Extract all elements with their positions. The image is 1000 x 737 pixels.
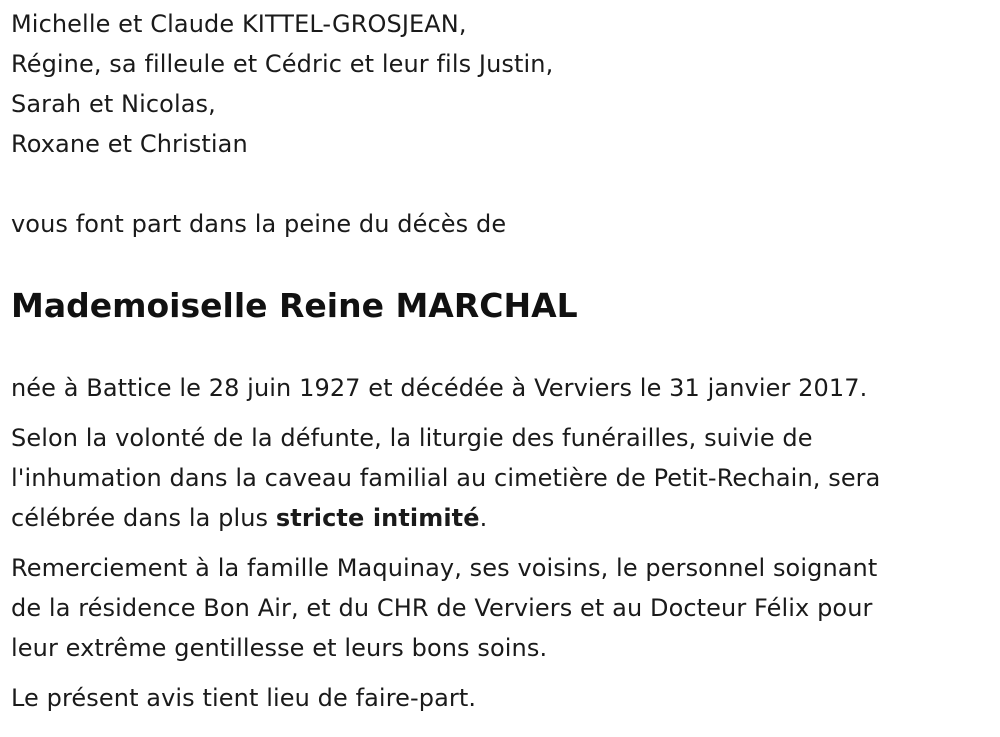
funeral-paragraph: [11, 418, 991, 538]
family-line: Sarah et Nicolas,: [11, 90, 216, 118]
thanks-line: de la résidence Bon Air, et du CHR de Verviers et au Docteur Félix pour: [11, 594, 873, 622]
thanks-line: leur extrême gentillesse et leurs bons soins.: [11, 634, 548, 662]
birth-death-line: née à Battice le 28 juin 1927 et décédée à Verviers le 31 janvier 2017.: [11, 374, 868, 402]
thanks-line: Remerciement à la famille Maquinay, ses voisins, le personnel soignant: [11, 554, 878, 582]
family-list: [11, 4, 991, 164]
strict-intimacy-emphasis: stricte intimité: [275, 504, 480, 532]
closing-line: Le présent avis tient lieu de faire-part.: [11, 684, 477, 712]
family-line: Régine, sa filleule et Cédric et leur fils Justin,: [11, 50, 554, 78]
funeral-line: Selon la volonté de la défunte, la liturgie des funérailles, suivie de: [11, 424, 813, 452]
family-line: Michelle et Claude KITTEL-GROSJEAN,: [11, 10, 467, 38]
thanks-paragraph: [11, 548, 991, 668]
funeral-last-suffix: .: [479, 504, 488, 532]
funeral-line: l'inhumation dans la caveau familial au cimetière de Petit-Rechain, sera: [11, 464, 881, 492]
obituary-notice: [11, 0, 991, 718]
funeral-line-last: [11, 498, 991, 538]
deceased-name: Mademoiselle Reine MARCHAL: [11, 286, 578, 325]
family-line: Roxane et Christian: [11, 130, 248, 158]
funeral-last-prefix: célébrée dans la plus: [11, 504, 276, 532]
announcement-intro: vous font part dans la peine du décès de: [11, 210, 507, 238]
